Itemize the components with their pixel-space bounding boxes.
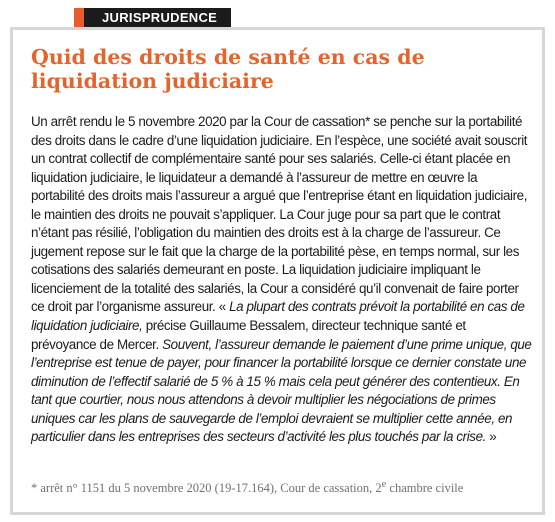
section-tag — [74, 8, 231, 27]
tag-accent-bar — [74, 8, 84, 27]
footnote — [31, 477, 533, 496]
article-box — [10, 27, 545, 515]
footnote-text: * arrêt n° 1151 du 5 novembre 2020 (19-17.164), Cour de cassation, 2 — [31, 481, 382, 496]
article-title: Quid des droits de santé en cas de liquidation judiciaire — [31, 45, 425, 93]
quote-part-1: La plupart des contrats prévoit la portabilité en cas de liquidation judiciaire, — [31, 299, 525, 334]
footnote-superscript: e — [381, 479, 387, 490]
section-tag-label: JURISPRUDENCE — [84, 8, 231, 27]
footnote-suffix: chambre civile — [386, 481, 464, 496]
quote-close: » — [485, 429, 497, 445]
quote-attribution: précise Guillaume Bessalem, directeur technique santé et prévoyance de Mercer. — [31, 318, 466, 352]
body-text: Un arrêt rendu le 5 novembre 2020 par la Cour de cassation* se penche sur la portabilité des droits dans le cadre d’une liquidation judiciaire. En l’espèce, une société avait souscrit un contrat collectif de complémentaire santé pour ses salariés. Celle-ci étant placée en liquidation judiciaire, le liquidateur a demandé à l’assureur de mettre en œuvre la portabilité des droits mais l’assureur a argué que l’entreprise étant en liquidation judiciaire, le maintien des droits ne pouvait s’appliquer. La Cour juge pour sa part que le contrat n’étant pas résilié, l’obligation du maintien des droits est à la charge de l’assureur. Ce jugement repose sur le fait que la charge de la portabilité pèse, en temps normal, sur les cotisations des salariés demeurant en poste. La liquidation judiciaire impliquant le licenciement de la totalité des salariés, la Cour a considéré qu’il convenait de faire porter ce droit par l’organisme assureur. « — [31, 114, 528, 315]
quote-part-2: Souvent, l’assureur demande le paiement d’une prime unique, que l’entreprise est tenue de payer, pour financer la portabilité lorsque ce dernier constate une diminution de l’effectif salarié de 5 % à 15 % mais cela peut générer des contentieux. En tant que courtier, nous nous attendons à devoir multiplier les négociations de primes uniques car les plans de sauvegarde de l’emploi devraient se multiplier cette année, en particulier dans les entreprises des secteurs d’activité les plus touchés par la crise. — [31, 336, 532, 445]
article-body — [31, 113, 533, 447]
